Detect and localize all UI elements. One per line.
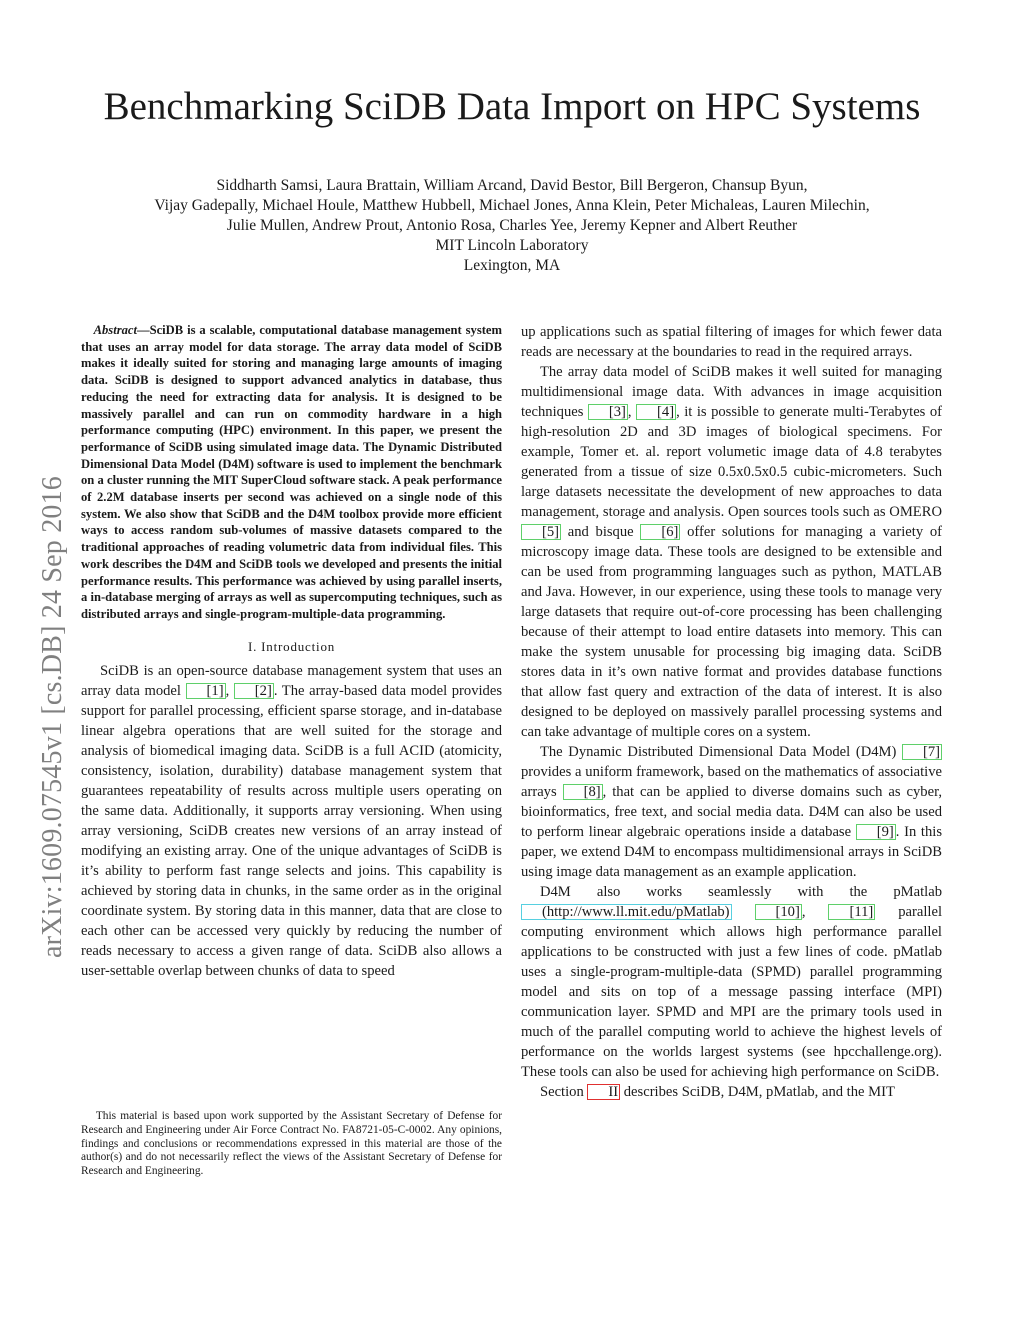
abstract-label: Abstract [93,323,137,337]
citation-link[interactable]: [8] [563,784,603,800]
author-line: Siddharth Samsi, Laura Brattain, William Arcand, David Bestor, Bill Bergeron, Chansup Byun, [216,177,808,194]
paragraph [521,882,942,1082]
paragraph [521,362,942,742]
text-run: parallel computing environment which allows high performance parallel applications to be constructed with just a few lines of code. pMatlab uses a single-program-multiple-data (SPMD) parallel programming model and sits on top of a message passing interface (MPI) communication layer. SPMD and MPI are the primary tools used in much of the parallel computing world to achieve the highest levels of performance on the worlds largest systems (see hpcchallenge.org). These tools can also be used for achieving high performance on SciDB. [521,904,943,1080]
section-link[interactable]: II [587,1084,620,1100]
section-heading-introduction: I. Introduction [247,638,336,654]
right-column [521,322,942,1102]
paragraph [521,1082,942,1102]
left-column [81,322,502,981]
text-run: Section [539,1084,588,1100]
text-run: , [627,404,637,420]
citation-link[interactable]: [9] [856,824,896,840]
text-run: , it is possible to generate multi-Terabytes of high-resolution 2D and 3D images of biological specimens. For example, Tomer et. al. report volumetic image data of 4.8 terabytes generated from a tissue of size 0.5x0.5x0.5 cubic-micrometers. Such large datasets necessitate the development of new approaches to data management, storage and analysis. Open sources tools such as OMERO [521,404,943,520]
text-run: , that can be applied to diverse domains such as cyber, bioinformatics, free text, and social media data. D4M can also be used to perform linear algebraic operations inside a database [521,784,942,840]
text-run: , [801,904,829,920]
citation-link[interactable]: [11] [828,904,875,920]
text-run: offer solutions for managing a variety of microscopy image data. These tools are designed to be extensible and can be used from programming languages such as python, MATLAB and Java. However, in our experience, using these tools to manage very large datasets that require out-of-core processing has been challenging because of their attempt to load entire datasets into memory. This can make the system unusable for processing big imaging data. SciDB stores data in it’s own native format and provides database functions that allow fast query and extraction of the data of interest. It is also designed to be deployed on massively parallel processing systems and can take advantage of multiple cores on a system. [521,524,942,740]
citation-link[interactable]: [5] [521,524,561,540]
abstract-text: SciDB is a scalable, computational database management system that uses an array model for data storage. The array data model of SciDB makes it ideally suited for storing and managing large amounts of imaging data. SciDB is designed to support advanced analytics in database, thus reducing the need for extracting data for analysis. It is designed to be massively parallel and can run on commodity hardware in a high performance computing (HPC) environment. In this paper, we present the performance of SciDB using simulated image data. The Dynamic Distributed Dimensional Data Model (D4M) software is used to implement the benchmark on a cluster running the MIT SuperCloud software stack. A peak performance of 2.2M database inserts per second was achieved on a single node of this system. We also show that SciDB and the D4M toolbox provide more efficient ways to access random sub-volumes of massive datasets compared to the traditional approaches of reading volumetric data from individual files. This work describes the D4M and SciDB tools we developed and presents the initial performance results. This performance was achieved by using parallel inserts, a in-database merging of arrays as well as supercomputing techniques, such as distributed arrays and single-program-multiple-data programming. [81,323,502,621]
citation-link[interactable]: [7] [902,744,942,760]
abstract-dash: — [136,323,150,337]
text-run: . The array-based data model provides support for parallel processing, efficient sparse storage, and in-database linear algebra operations that are well suited for the storage and analysis of biomedical imaging data. SciDB is a full ACID (atomicity, consistency, isolation, durability) database management system that guarantees repeatability of results across multiple users operating on the same data. Additionally, it supports array versioning. When using array versioning, SciDB creates new versions of an array instead of modifying an existing array. One of the unique advantages of SciDB is it’s ability to perform fast range selects and joins. This capability is achieved by storing data in chunks, in the same order as in the original coordinate system. By storing data in this manner, data that are close to each other can be accessed very quickly by reducing the number of reads necessary to access a given range of data. SciDB also allows a user-settable overlap between chunks of data to speed [81,682,502,979]
text-run: describes SciDB, D4M, pMatlab, and the MIT [620,1084,895,1100]
author-block [60,176,964,276]
arxiv-watermark: arXiv:1609.07545v1 [cs.DB] 24 Sep 2016 [37,475,68,958]
text-run [732,904,755,920]
citation-link[interactable]: [4] [636,404,676,420]
citation-link[interactable]: [1] [186,683,226,699]
text-run: . In this paper, we extend D4M to encompass multidimensional arrays in SciDB using image data management as an example application. [521,824,942,880]
text-run: and bisque [561,524,641,540]
author-line: Julie Mullen, Andrew Prout, Antonio Rosa, Charles Yee, Jeremy Kepner and Albert Reuther [226,217,798,234]
citation-link[interactable]: [2] [234,683,274,699]
text-run: SciDB is an open-source database management system that uses an array data model [81,662,502,699]
text-run: The Dynamic Distributed Dimensional Data Model (D4M) [539,744,902,760]
paper-title: Benchmarking SciDB Data Import on HPC Systems [103,85,921,128]
location: Lexington, MA [463,257,561,274]
citation-link[interactable]: [10] [755,904,802,920]
pmatlab-url-link[interactable]: (http://www.ll.mit.edu/pMatlab) [521,904,732,920]
citation-link[interactable]: [6] [640,524,680,540]
text-run: The array data model of SciDB makes it well suited for managing multidimensional image data. With advances in image acquisition techniques [521,364,942,420]
text-run: provides a uniform framework, based on the mathematics of associative arrays [521,764,942,800]
text-run: D4M also works seamlessly with the pMatlab [539,884,942,900]
text-run: , [225,682,234,699]
affiliation: MIT Lincoln Laboratory [435,237,589,254]
paragraph-continued: up applications such as spatial filtering of images for which fewer data reads are necessary at the boundaries to read in the required arrays. [521,324,942,360]
paragraph [81,661,502,981]
footnote: This material is based upon work supported by the Assistant Secretary of Defense for Research and Engineering under Air Force Contract No. FA8721-05-C-0002. Any opinions, findings and conclusions or recommendations expressed in this material are those of the author(s) and do not necessarily reflect the views of the Assistant Secretary of Defense for Research and Engineering. [81,1110,502,1178]
citation-link[interactable]: [3] [588,404,628,420]
abstract [81,322,502,623]
paragraph [521,742,942,882]
author-line: Vijay Gadepally, Michael Houle, Matthew Hubbell, Michael Jones, Anna Klein, Peter Michaleas, Lauren Milechin, [154,197,870,214]
